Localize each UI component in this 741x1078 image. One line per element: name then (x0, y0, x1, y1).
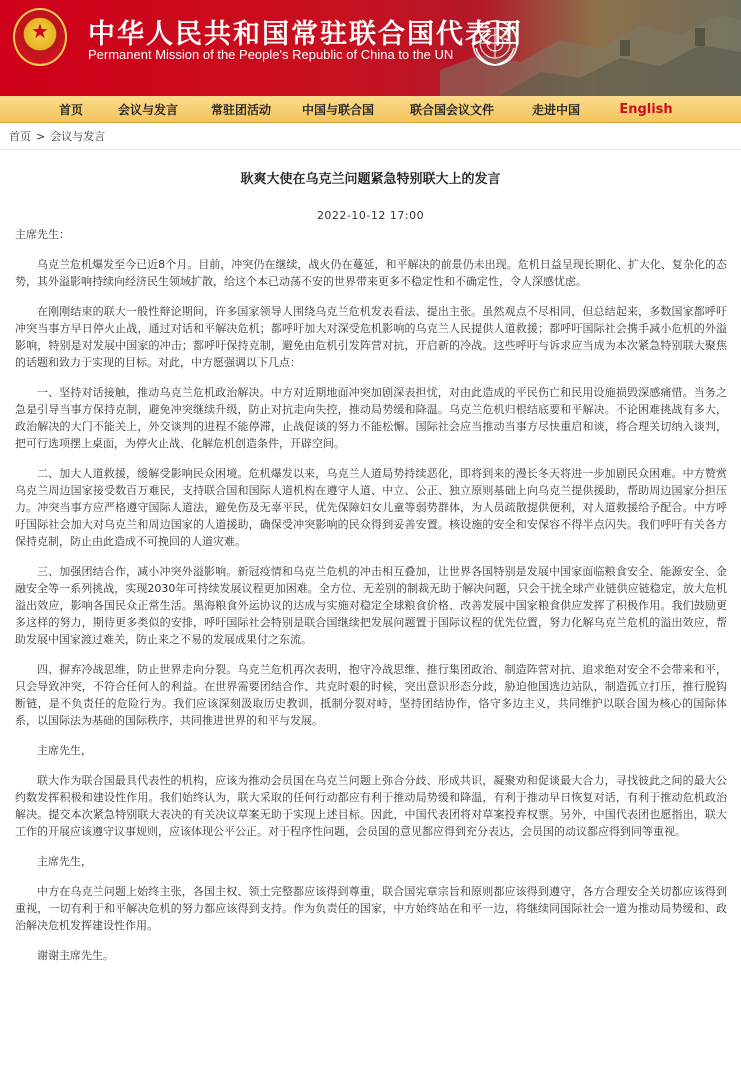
breadcrumb-home[interactable]: 首页 (9, 130, 31, 143)
mission-title-en: Permanent Mission of the People's Republic of China to the UN (88, 47, 454, 62)
paragraph: 一、坚持对话接触，推动乌克兰危机政治解决。中方对近期地面冲突加剧深表担忧，对由此造成的平民伤亡和民用设施损毁深感痛惜。当务之急是引导当事方保持克制，避免冲突继续升级，防止对抗走向失控，推动局势缓和降温。乌克兰危机归根结底要和平解决。不论困难挑战有多大，政治解决的大门不能关上，外交谈判的进程不能停滞，止战促谈的努力不能松懈。国际社会应当推动当事方尽快重启和谈，将合理关切纳入谈判，把可行选项摆上桌面，为停火止战、化解危机创造条件，开辟空间。 (15, 386, 727, 450)
header-banner (0, 0, 741, 96)
nav-china-and-un[interactable]: 中国与联合国 (301, 102, 374, 117)
paragraph-closing: 谢谢主席先生。 (37, 949, 114, 962)
article-date: 2022-10-12 17:00 (316, 209, 425, 222)
nav-home[interactable]: 首页 (58, 102, 83, 117)
breadcrumb-section[interactable]: 会议与发言 (50, 130, 106, 143)
un-emblem-icon (470, 18, 520, 68)
nav-mission-activities[interactable]: 常驻团活动 (210, 102, 271, 117)
article-title: 耿爽大使在乌克兰问题紧急特别联大上的发言 (240, 172, 501, 187)
paragraph: 乌克兰危机爆发至今已近8个月。目前，冲突仍在继续，战火仍在蔓延，和平解决的前景仍未出现。危机日益呈现长期化、扩大化、复杂化的态势，其外溢影响持续向经济民生领域扩散，给这个本已动荡不安的世界带来更多不稳定性和不确定性，令人深感忧虑。 (15, 258, 727, 288)
nav-discover-china[interactable]: 走进中国 (531, 102, 580, 117)
national-emblem-icon: ★ (13, 8, 67, 66)
paragraph-salutation: 主席先生， (37, 744, 92, 757)
breadcrumb-separator: > (36, 129, 46, 143)
breadcrumb (0, 123, 741, 150)
paragraph: 联大作为联合国最具代表性的机构，应该为推动会员国在乌克兰问题上弥合分歧、形成共识，凝聚劝和促谈最大合力，寻找彼此之间的最大公约数发挥积极和建设性作用。我们始终认为，联大采取的任何行动都应有利于推动局势缓和降温，有利于推动早日恢复对话，有利于推动危机政治解决。提交本次紧急特别联大表决的有关决议草案无助于实现上述目标。因此，中国代表团将对草案投弃权票。另外，中国代表团也愿指出，联大工作的开展应该遵守议事规则，应该体现公平公正。对于程序性问题，会员国的意见都应得到充分表达，会员国的动议都应得到同等重视。 (15, 774, 727, 838)
nav-english[interactable]: English (619, 101, 673, 117)
nav-meetings-speeches[interactable]: 会议与发言 (117, 102, 178, 117)
paragraph: 二、加大人道救援，缓解受影响民众困境。危机爆发以来，乌克兰人道局势持续恶化，即将到来的漫长冬天将进一步加剧民众困难。中方赞赏乌克兰周边国家接受数百万难民，支持联合国和国际人道机构在遵守人道、中立、公正、独立原则基础上向乌克兰提供援助，帮助周边国家分担压力。冲突当事方应严格遵守国际人道法，避免伤及无辜平民，优先保障妇女儿童等弱势群体，为人员疏散提供便利，对人道救援给予配合。中方呼吁国际社会加大对乌克兰和周边国家的人道援助，确保受冲突影响的民众得到妥善安置。核设施的安全和安保容不得半点闪失。我们呼吁有关各方保持克制，防止由此造成不可挽回的人道灾难。 (15, 467, 727, 548)
nav-un-documents[interactable]: 联合国会议文件 (409, 102, 494, 117)
paragraph-salutation: 主席先生： (15, 228, 70, 241)
paragraph-salutation: 主席先生， (37, 855, 92, 868)
article-body (15, 226, 727, 964)
paragraph: 中方在乌克兰问题上始终主张，各国主权、领土完整都应该得到尊重，联合国宪章宗旨和原则都应该得到遵守，各方合理安全关切都应该得到重视，一切有利于和平解决危机的努力都应该得到支持。作为负责任的国家，中方始终站在和平一边，将继续同国际社会一道为推动局势缓和、政治解决危机发挥建设性作用。 (15, 885, 727, 932)
paragraph: 在刚刚结束的联大一般性辩论期间，许多国家领导人围绕乌克兰危机发表看法、提出主张。虽然观点不尽相同，但总结起来，多数国家都呼吁冲突当事方早日停火止战，通过对话和平解决危机；都呼吁加大对深受危机影响的乌克兰人民提供人道救援；都呼吁国际社会携手减小危机的外溢影响，特别是对发展中国家的冲击；都呼吁保持克制，避免由危机引发阵营对抗，开启新的冷战。这些呼吁与诉求应当成为本次紧急特别联大聚焦的话题和致力于实现的目标。对此，中方愿强调以下几点： (15, 305, 727, 369)
main-nav (0, 96, 741, 123)
paragraph: 三、加强团结合作，减小冲突外溢影响。新冠疫情和乌克兰危机的冲击相互叠加，让世界各国特别是发展中国家面临粮食安全、能源安全、金融安全等一系列挑战，实现2030年可持续发展议程更加困难。全方位、无差别的制裁无助于解决问题，只会干扰全球产业链供应链稳定，放大危机溢出效应，影响各国民众正常生活。黑海粮食外运协议的达成与实施对稳定全球粮食价格、改善发展中国家粮食供应发挥了积极作用。我们鼓励更多这样的努力，期待更多类似的安排，呼吁国际社会特别是联合国继续把发展问题置于国际议程的优先位置，努力化解乌克兰危机的溢出效应，帮助发展中国家渡过难关，防止来之不易的发展成果付之东流。 (15, 565, 727, 646)
mission-title-cn: 中华人民共和国常驻联合国代表团 (88, 19, 523, 50)
paragraph: 四、摒弃冷战思维，防止世界走向分裂。乌克兰危机再次表明，抱守冷战思维、推行集团政治、制造阵营对抗、追求绝对安全不会带来和平，只会导致冲突，不符合任何人的利益。在世界需要团结合作、共克时艰的时候，突出意识形态分歧，胁迫他国选边站队，制造孤立打压，推行脱钩断链，是不负责任的危险行为。我们应该深刻汲取历史教训，抵制分裂对峙，坚持团结协作，恪守多边主义，共同维护以联合国为核心的国际体系，以国际法为基础的国际秩序，共同推进世界的和平与发展。 (15, 663, 727, 727)
